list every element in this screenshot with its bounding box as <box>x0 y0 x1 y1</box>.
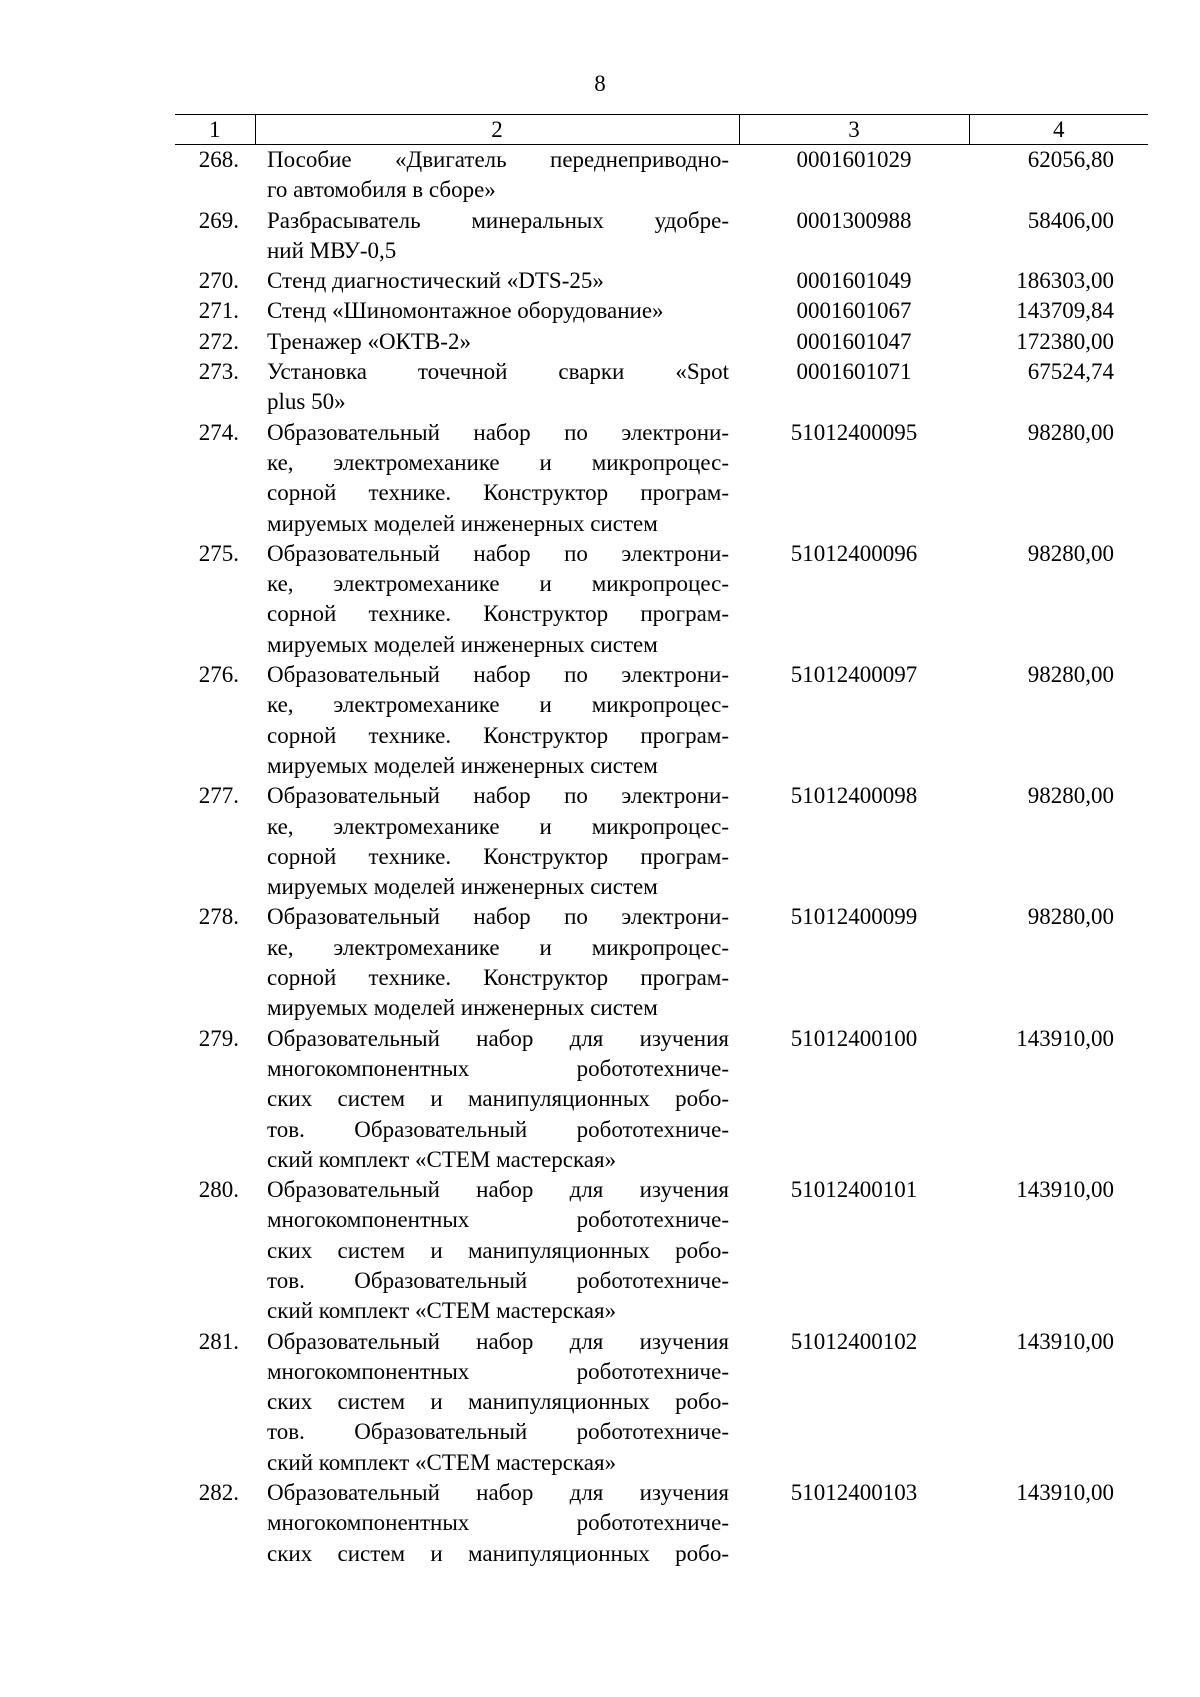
item-name-line: многокомпонентных робототехниче- <box>267 1358 729 1384</box>
item-name <box>255 1024 739 1175</box>
item-name-line: Образовательный набор для изучения <box>267 1328 729 1354</box>
item-name-line: мируемых моделей инженерных систем <box>267 631 658 657</box>
item-cost: 143910,00 <box>1016 1480 1114 1506</box>
item-name <box>255 1478 739 1569</box>
row-number: 278. <box>198 904 239 930</box>
item-name-line: сорной технике. Конструктор програм- <box>267 965 729 991</box>
table-row <box>175 781 1148 902</box>
item-name-line: мируемых моделей инженерных систем <box>267 752 658 778</box>
item-name <box>255 296 739 326</box>
row-number: 277. <box>198 783 239 809</box>
header-col-3: 3 <box>739 115 969 145</box>
item-name-line: мируемых моделей инженерных систем <box>267 874 658 900</box>
item-name-line: многокомпонентных робототехниче- <box>267 1510 729 1536</box>
table-row <box>175 1327 1148 1478</box>
item-name <box>255 206 739 267</box>
item-cost: 62056,80 <box>1027 147 1114 172</box>
header-col-2: 2 <box>255 115 739 145</box>
item-cost: 98280,00 <box>1027 662 1114 688</box>
item-name <box>255 266 739 296</box>
row-number: 275. <box>198 540 239 566</box>
item-cost: 58406,00 <box>1027 207 1114 233</box>
item-name <box>255 1327 739 1478</box>
item-name <box>255 902 739 1023</box>
table-body <box>175 145 1148 1569</box>
table-row <box>175 357 1148 418</box>
inventory-table <box>175 114 1148 1569</box>
row-number: 268. <box>198 147 239 172</box>
item-name-line: Образовательный набор по электрони- <box>267 662 729 688</box>
item-cost: 67524,74 <box>1027 359 1114 385</box>
item-name-line: ке, электромеханике и микропроцес- <box>267 571 729 597</box>
item-name-line: Разбрасыватель минеральных удобре- <box>267 207 729 233</box>
inventory-number: 51012400098 <box>790 783 918 809</box>
item-name-line: многокомпонентных робототехниче- <box>267 1055 729 1081</box>
row-number: 281. <box>198 1328 239 1354</box>
item-name-line: ских систем и манипуляционных робо- <box>267 1237 729 1263</box>
item-name-line: Установка точечной сварки «Spot <box>267 359 729 385</box>
inventory-number: 51012400096 <box>790 540 918 566</box>
inventory-number: 0001601067 <box>796 298 912 324</box>
table-header <box>175 115 1148 145</box>
table-row <box>175 206 1148 267</box>
item-name-line: го автомобиля в сборе» <box>267 177 496 203</box>
item-name-line: Пособие «Двигатель переднеприводно- <box>267 147 729 172</box>
item-name-line: ских систем и манипуляционных робо- <box>267 1389 729 1415</box>
inventory-number: 51012400095 <box>790 419 918 445</box>
item-name-line: тов. Образовательный робототехниче- <box>267 1267 729 1293</box>
item-name-line: сорной технике. Конструктор програм- <box>267 843 729 869</box>
table-row <box>175 1478 1148 1569</box>
item-name-line: ский комплект «СТЕМ мастерская» <box>267 1146 617 1172</box>
inventory-number: 0001300988 <box>796 207 912 233</box>
item-name <box>255 1175 739 1326</box>
page-number: 8 <box>594 71 606 96</box>
row-number: 274. <box>198 419 239 445</box>
item-name-line: Стенд «Шиномонтажное оборудование» <box>267 298 664 324</box>
item-name-line: ке, электромеханике и микропроцес- <box>267 813 729 839</box>
item-cost: 98280,00 <box>1027 783 1114 809</box>
item-name-line: ский комплект «СТЕМ мастерская» <box>267 1449 617 1475</box>
inventory-number: 51012400102 <box>790 1328 918 1354</box>
item-name <box>255 539 739 660</box>
item-name-line: Стенд диагностический «DTS-25» <box>267 268 604 294</box>
item-cost: 143910,00 <box>1016 1025 1114 1051</box>
row-number: 276. <box>198 662 239 688</box>
item-name-line: ский комплект «СТЕМ мастерская» <box>267 1298 617 1324</box>
item-name-line: Образовательный набор для изучения <box>267 1177 729 1203</box>
row-number: 269. <box>198 207 239 233</box>
item-name-line: ке, электромеханике и микропроцес- <box>267 934 729 960</box>
item-name-line: тов. Образовательный робототехниче- <box>267 1116 729 1142</box>
item-name-line: plus 50» <box>267 389 346 415</box>
item-name-line: мируемых моделей инженерных систем <box>267 995 658 1021</box>
row-number: 272. <box>198 328 239 354</box>
item-cost: 143910,00 <box>1016 1328 1114 1354</box>
inventory-number: 0001601047 <box>796 328 912 354</box>
item-cost: 98280,00 <box>1027 540 1114 566</box>
item-cost: 186303,00 <box>1016 268 1114 294</box>
header-col-4: 4 <box>969 115 1148 145</box>
table-row <box>175 145 1148 206</box>
item-cost: 143709,84 <box>1016 298 1114 324</box>
inventory-number: 51012400101 <box>790 1177 918 1203</box>
table-row <box>175 266 1148 296</box>
item-name-line: сорной технике. Конструктор програм- <box>267 601 729 627</box>
item-cost: 143910,00 <box>1016 1177 1114 1203</box>
item-name-line: многокомпонентных робототехниче- <box>267 1207 729 1233</box>
row-number: 273. <box>198 359 239 385</box>
item-name-line: мируемых моделей инженерных систем <box>267 510 658 536</box>
table-row <box>175 660 1148 781</box>
item-name-line: Образовательный набор по электрони- <box>267 783 729 809</box>
inventory-number: 0001601029 <box>796 147 912 172</box>
header-col-1: 1 <box>175 115 255 145</box>
row-number: 279. <box>198 1025 239 1051</box>
item-name <box>255 145 739 206</box>
item-cost: 98280,00 <box>1027 904 1114 930</box>
row-number: 270. <box>198 268 239 294</box>
item-name-line: Образовательный набор по электрони- <box>267 419 729 445</box>
inventory-number: 51012400099 <box>790 904 918 930</box>
row-number: 271. <box>198 298 239 324</box>
item-name-line: ских систем и манипуляционных робо- <box>267 1540 729 1566</box>
item-cost: 98280,00 <box>1027 419 1114 445</box>
inventory-number: 51012400100 <box>790 1025 918 1051</box>
table-row <box>175 539 1148 660</box>
item-name-line: Образовательный набор для изучения <box>267 1480 729 1506</box>
table-row <box>175 296 1148 326</box>
item-name <box>255 418 739 539</box>
row-number: 280. <box>198 1177 239 1203</box>
table-row <box>175 902 1148 1023</box>
inventory-number: 0001601071 <box>796 359 912 385</box>
item-name-line: тов. Образовательный робототехниче- <box>267 1419 729 1445</box>
item-name <box>255 781 739 902</box>
item-name <box>255 327 739 357</box>
row-number: 282. <box>198 1480 239 1506</box>
inventory-number: 51012400097 <box>790 662 918 688</box>
item-name-line: ских систем и манипуляционных робо- <box>267 1086 729 1112</box>
inventory-number: 0001601049 <box>796 268 912 294</box>
item-name-line: Образовательный набор по электрони- <box>267 540 729 566</box>
item-name-line: ке, электромеханике и микропроцес- <box>267 449 729 475</box>
item-name-line: сорной технике. Конструктор програм- <box>267 722 729 748</box>
item-name-line: сорной технике. Конструктор програм- <box>267 480 729 506</box>
item-name-line: ний МВУ-0,5 <box>267 237 397 263</box>
item-name <box>255 660 739 781</box>
inventory-number: 51012400103 <box>790 1480 918 1506</box>
table-row <box>175 418 1148 539</box>
item-name-line: Образовательный набор по электрони- <box>267 904 729 930</box>
table-row <box>175 1175 1148 1326</box>
item-name-line: Образовательный набор для изучения <box>267 1025 729 1051</box>
item-cost: 172380,00 <box>1016 328 1114 354</box>
table-row <box>175 1024 1148 1175</box>
item-name <box>255 357 739 418</box>
table-row <box>175 327 1148 357</box>
item-name-line: ке, электромеханике и микропроцес- <box>267 692 729 718</box>
item-name-line: Тренажер «ОКТВ-2» <box>267 328 471 354</box>
